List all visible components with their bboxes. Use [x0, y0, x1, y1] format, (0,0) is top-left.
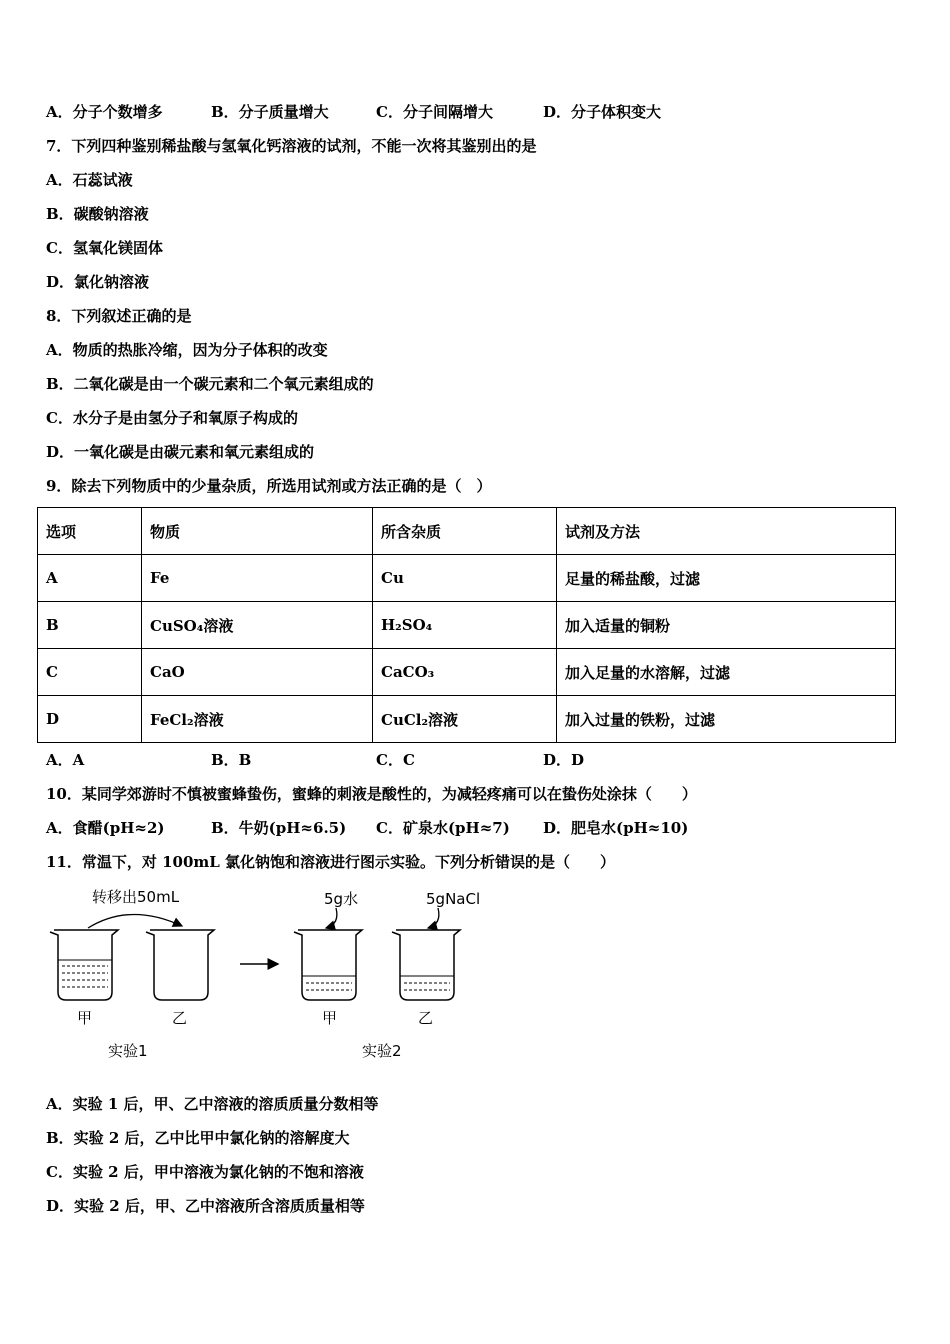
table-row	[38, 696, 896, 743]
table-header-cell: 试剂及方法	[557, 508, 896, 555]
table-row	[38, 649, 896, 696]
nacl-arrow	[428, 908, 439, 928]
water-label: 5g水	[324, 890, 359, 908]
q10-option-c: C．矿泉水(pH≈7)	[376, 819, 510, 837]
table-row	[38, 555, 896, 602]
nacl-label: 5gNaCl	[426, 890, 481, 908]
table-cell: D	[38, 696, 142, 743]
table-header-row	[38, 508, 896, 555]
table-cell: H₂SO₄	[373, 602, 557, 649]
q7-option-d: D．氯化钠溶液	[46, 273, 150, 291]
table-cell: 加入过量的铁粉，过滤	[557, 696, 896, 743]
q11-option-a: A．实验 1 后，甲、乙中溶液的溶质质量分数相等	[46, 1095, 379, 1113]
q11-option-b: B．实验 2 后，乙中比甲中氯化钠的溶解度大	[46, 1129, 350, 1147]
table-cell: CuCl₂溶液	[373, 696, 557, 743]
q6-option-b: B．分子质量增大	[211, 103, 329, 121]
label-exp2: 实验2	[362, 1042, 402, 1060]
q11-stem: 11．常温下，对 100mL 氯化钠饱和溶液进行图示实验。下列分析错误的是（ ）	[46, 853, 616, 871]
q6-option-a: A．分子个数增多	[46, 103, 163, 121]
q9-option-a: A．A	[46, 751, 85, 769]
q11-option-d: D．实验 2 后，甲、乙中溶液所含溶质质量相等	[46, 1197, 365, 1215]
table-row	[38, 602, 896, 649]
label-jia-1: 甲	[77, 1009, 93, 1027]
table-header-cell: 物质	[142, 508, 373, 555]
q9-table	[37, 507, 896, 743]
q8-option-d: D．一氧化碳是由碳元素和氧元素组成的	[46, 443, 315, 461]
q7-option-a: A．石蕊试液	[46, 171, 133, 189]
beaker-jia-2	[294, 930, 362, 1000]
table-cell: CaCO₃	[373, 649, 557, 696]
q7-option-c: C．氢氧化镁固体	[46, 239, 163, 257]
q9-option-d: D．D	[543, 751, 585, 769]
table-header-cell: 所含杂质	[373, 508, 557, 555]
beaker-jia-1	[50, 930, 118, 1000]
q10-stem: 10．某同学郊游时不慎被蜜蜂蛰伤，蜜蜂的刺液是酸性的，为减轻疼痛可以在蛰伤处涂抹（ ）	[46, 785, 697, 803]
q9-option-c: C．C	[376, 751, 415, 769]
table-cell: 加入足量的水溶解，过滤	[557, 649, 896, 696]
table-cell: B	[38, 602, 142, 649]
transfer-arrow	[88, 914, 182, 928]
table-cell: A	[38, 555, 142, 602]
table-cell: Cu	[373, 555, 557, 602]
q6-option-c: C．分子间隔增大	[376, 103, 493, 121]
q7-stem: 7．下列四种鉴别稀盐酸与氢氧化钙溶液的试剂，不能一次将其鉴别出的是	[46, 137, 537, 155]
table-cell: 足量的稀盐酸，过滤	[557, 555, 896, 602]
label-jia-2: 甲	[322, 1009, 338, 1027]
table-cell: CuSO₄溶液	[142, 602, 373, 649]
table-cell: C	[38, 649, 142, 696]
table-cell: Fe	[142, 555, 373, 602]
q8-option-c: C．水分子是由氢分子和氧原子构成的	[46, 409, 298, 427]
q10-option-d: D．肥皂水(pH≈10)	[543, 819, 689, 837]
table-cell: CaO	[142, 649, 373, 696]
beaker-yi-2	[392, 930, 460, 1000]
label-exp1: 实验1	[108, 1042, 148, 1060]
q10-option-a: A．食醋(pH≈2)	[46, 819, 165, 837]
q8-option-b: B．二氧化碳是由一个碳元素和二个氧元素组成的	[46, 375, 374, 393]
label-yi-1: 乙	[172, 1009, 188, 1027]
q11-option-c: C．实验 2 后，甲中溶液为氯化钠的不饱和溶液	[46, 1163, 364, 1181]
experiment-figure	[40, 880, 510, 1070]
q9-stem: 9．除去下列物质中的少量杂质，所选用试剂或方法正确的是（ ）	[46, 477, 492, 495]
transfer-label: 转移出50mL	[92, 888, 180, 906]
table-cell: FeCl₂溶液	[142, 696, 373, 743]
q6-option-d: D．分子体积变大	[543, 103, 662, 121]
q8-option-a: A．物质的热胀冷缩，因为分子体积的改变	[46, 341, 328, 359]
label-yi-2: 乙	[418, 1009, 434, 1027]
table-cell: 加入适量的铜粉	[557, 602, 896, 649]
water-arrow	[326, 908, 337, 928]
q7-option-b: B．碳酸钠溶液	[46, 205, 149, 223]
q10-option-b: B．牛奶(pH≈6.5)	[211, 819, 347, 837]
q9-option-b: B．B	[211, 751, 252, 769]
table-header-cell: 选项	[38, 508, 142, 555]
q8-stem: 8．下列叙述正确的是	[46, 307, 192, 325]
beaker-yi-1	[146, 930, 214, 1000]
